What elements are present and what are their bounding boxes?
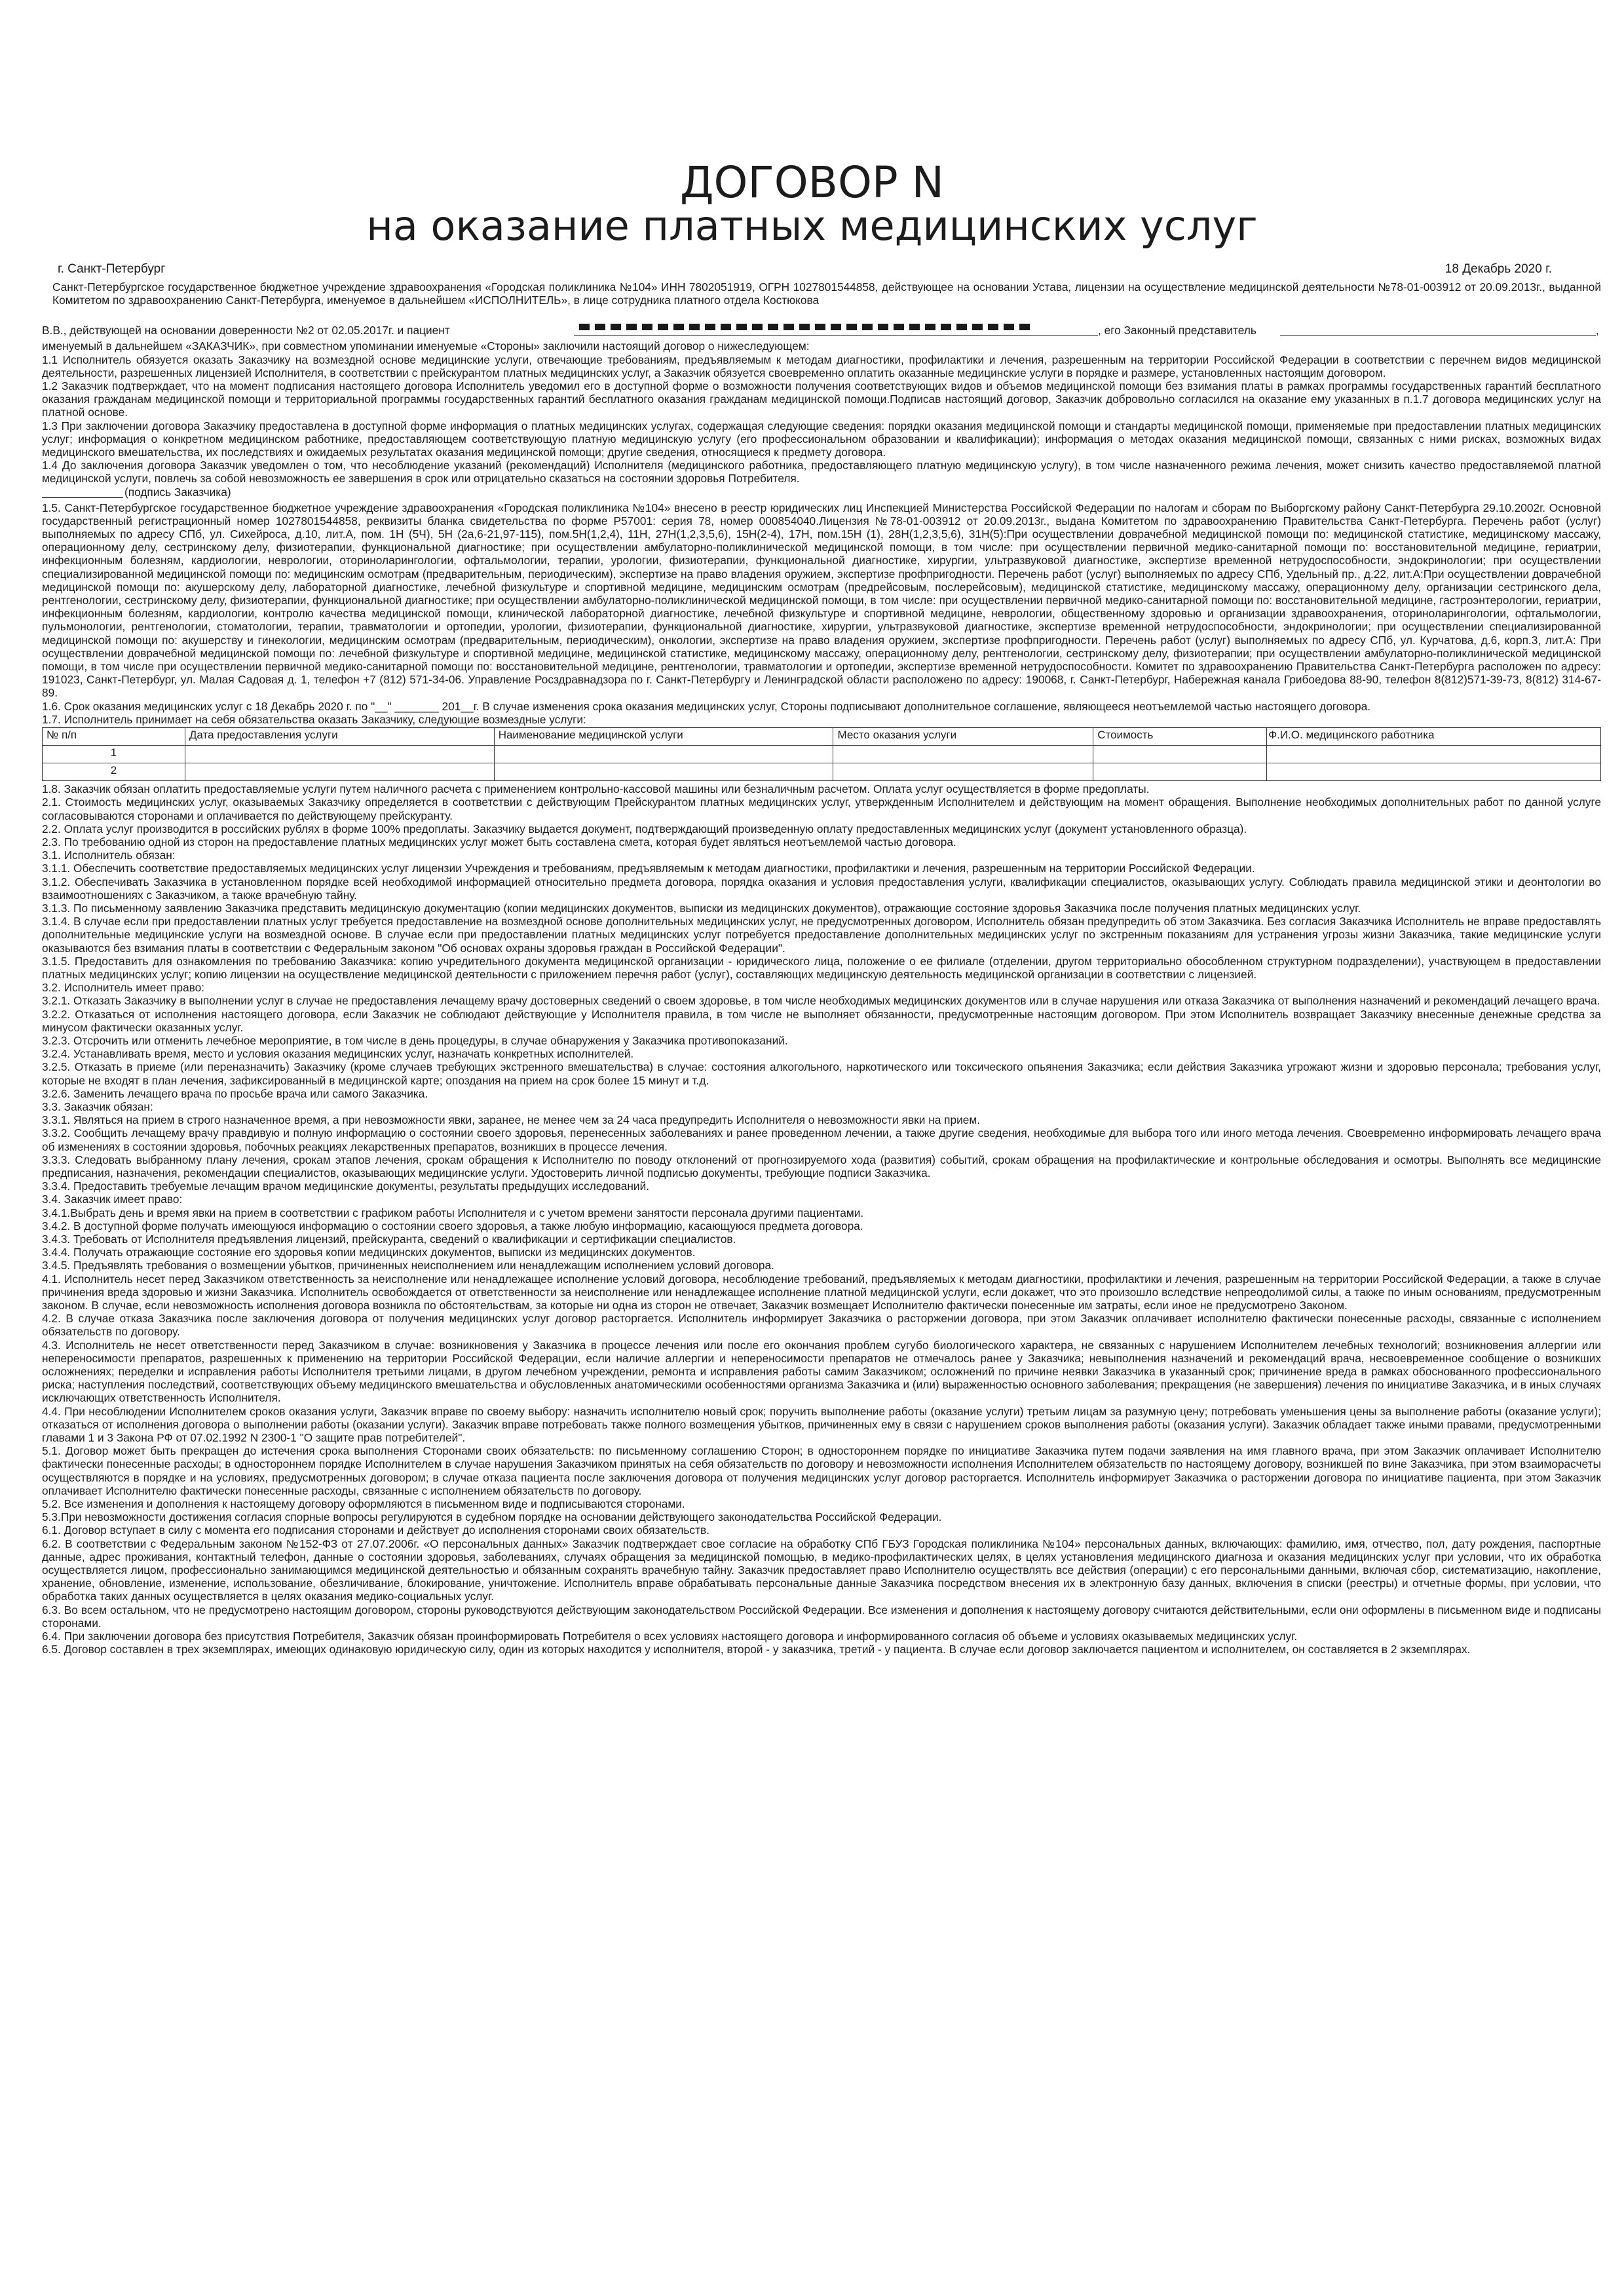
contract-paragraph: 3.3.2. Сообщить лечащему врачу правдивую и полную информацию о состоянии своего здоровья, перенесенных заболеваниях и ранее проведенном лечении, а также другие сведения, необходимые для выбора того или иного метода лечения. Своевременно информировать лечащего врача об изменениях в состоянии здоровья, побочных реакциях лекарственных препаратов, возникших в процессе лечения.	[42, 1126, 1601, 1153]
party-fill-text-b: , его Законный представитель	[1098, 324, 1256, 337]
table-header-cell: № п/п	[43, 728, 185, 746]
contract-paragraph: 4.2. В случае отказа Заказчика после заключения договора от получения медицинских услуг договор расторгается. Исполнитель информирует Заказчика о расторжении договора, при этом Заказчик оплачивает исполнителю фактически понесенные расходы, связанные с исполнением обязательств по договору.	[42, 1312, 1601, 1339]
contract-paragraph: 6.4. При заключении договора без присутствия Потребителя, Заказчик обязан проинформировать Потребителя о всех условиях настоящего договора и информированного согласия об объеме и условиях оказываемых медицинских услуг.	[42, 1630, 1298, 1643]
contract-paragraph: 3.4.4. Получать отражающие состояние его здоровья копии медицинских документов, выписки из медицинских документов.	[42, 1246, 696, 1259]
contract-paragraph: 6.1. Договор вступает в силу с момента его подписания сторонами и действует до исполнения сторонами своих обязательств.	[42, 1523, 709, 1537]
contract-paragraph: 1.5. Санкт-Петербургское государственное бюджетное учреждение здравоохранения «Городская поликлиника №104» внесено в реестр юридических лиц Инспекцией Министерства Российской Федерации по налогам и сборам по Выборгскому району Санкт-Петербурга 29.10.2002г. Основной государственный регистрационный номер 1027801544858, реквизиты бланка свидетельства по форме Р57001: серия 78, номер 000854040.Лицензия №78-01-003912 от 20.09.2013г., выдана Комитетом по здравоохранению Правительства Санкт-Петербурга. Перечень работ (услуг) выполняемых по адресу СПб, ул. Сихейроса, д.10, лит.А, пом. 1Н (5Ч), 5Н (2а,6-21,97-115), пом.5Н(1,2,4), 11Н, 27Н(1,2,3,5,6), 15Н(2-4), 17Н, пом.15Н (1), 28Н(1,2,3,5,6), 31Н(5):При осуществлении доврачебной медицинской помощи по: медицинской статистике, медицинскому массажу, операционному делу, сестринскому делу, физиотерапии, функциональной диагностике; при осуществлении амбулаторно-поликлинической медицинской помощи, в том числе: при осуществлении первичной медико-санитарной помощи по: восстановительной медицине, гериатрии, инфекционным болезням, кардиологии, неврологии, оториноларингологии, офтальмологии, терапии, урологии, физиотерапии, функциональной диагностике, хирургии, ультразвуковой диагностике, экспертизе временной нетрудоспособности, эндокринологии; при осуществлении специализированной медицинской помощи по: медицинским осмотрам (предварительным, периодическим), экспертизе на право владения оружием, экспертизе профпригодности. Перечень работ (услуг) выполняемых по адресу СПб, Удельный пр., д.22, лит.А:При осуществлении доврачебной медицинской помощи по: акушерскому делу, лабораторной диагностике, лечебной физкультуре и спортивной медицине, медицинским осмотрам (предрейсовым, послерейсовым), медицинской статистике, медицинскому массажу, операционному делу, организации сестринского дела, рентгенологии, сестринскому делу, физиотерапии, функциональной диагностике; при осуществлении амбулаторно-поликлинической медицинской помощи, в том числе: при осуществлении первичной медико-санитарной помощи по: восстановительной медицине, гастроэнтерологии, гериатрии, инфекционным болезням, кардиологии, контролю качества медицинской помощи, клинической лабораторной диагностике, лечебной физкультуре и спортивной медицине, неврологии, общественному здоровью и организации здравоохранения, оториноларингологии, офтальмологии, пульмонологии, рентгенологии, стоматологии, терапии, травматологии и ортопедии, урологии, физиотерапии, функциональной диагностике, хирургии, ультразвуковой диагностике, экспертизе временной нетрудоспособности, эндокринологии; при осуществлении специализированной медицинской помощи по: акушерству и гинекологии, медицинским осмотрам (предварительным, периодическим), онкологии, экспертизе на право владения оружием, экспертизе профпригодности. Перечень работ (услуг) выполняемых по адресу СПб, ул. Курчатова, д.6, корп.3, лит.А: При осуществлении доврачебной медицинской помощи по: лечебной физкультуре и спортивной медицине, медицинской статистике, медицинскому массажу, операционному делу, рентгенологии, сестринскому делу, физиотерапии; при осуществлении амбулаторно-поликлинической медицинской помощи, в том числе при осуществлении первичной медико-санитарной помощи по: восстановительной медицине, рентгенологии, травматологии и ортопедии, экспертизе временной нетрудоспособности. Комитет по здравоохранению Правительства Санкт-Петербурга расположен по адресу: 191023, Санкт-Петербург, ул. Малая Садовая д. 1, телефон +7 (812) 571-34-06. Управление Росздравнадзора по г. Санкт-Петербургу и Ленинградской области расположено по адресу: 190068, г. Санкт-Петербург, Набережная канала Грибоедова 88-90, телефон 8(812)571-39-73, 8(812) 314-67-89.	[42, 501, 1601, 700]
contract-paragraph: 1.7. Исполнитель принимает на себя обязательства оказать Заказчику, следующие возмездные услуги:	[42, 712, 586, 726]
party-fill-text-c: ,	[1596, 324, 1599, 337]
contract-paragraph: 3.2.4. Устанавливать время, место и условия оказания медицинских услуг, назначать конкретных исполнителей.	[42, 1047, 634, 1061]
document-subtitle: на оказание платных медицинских услуг	[366, 202, 1258, 250]
contract-paragraph: 2.3. По требованию одной из сторон на предоставление платных медицинских услуг может быть составлена смета, которая будет являться неотъемлемой частью договора.	[42, 835, 956, 849]
table-row	[43, 763, 1601, 781]
table-header-cell: Ф.И.О. медицинского работника	[1267, 728, 1601, 746]
redacted-patient-name	[579, 324, 1031, 330]
table-header-cell: Место оказания услуги	[833, 728, 1093, 746]
contract-paragraph: 1.6. Срок оказания медицинских услуг с 18 Декабрь 2020 г. по "__" _______ 201__г. В случае изменения срока оказания медицинских услуг, Стороны подписывают дополнительное соглашение, являющееся неотъемлемой частью настоящего договора.	[42, 699, 1371, 713]
section-1-part-a	[42, 353, 1601, 486]
contract-paragraph: 1.2 Заказчик подтверждает, что на момент подписания настоящего договора Исполнитель уведомил его в доступной форме о возможности получения соответствующих видов и объемов медицинской помощи без взимания платы в рамках программы государственных гарантий бесплатного оказания гражданам медицинской помощи и территориальной программы государственных гарантий бесплатного оказания гражданам медицинской помощи.Подписав настоящий договор, Заказчик добровольно согласился на оказание ему указанных в п.1.7 договора медицинских услуг на платной основе.	[42, 379, 1601, 419]
contract-paragraph: 3.4. Заказчик имеет право:	[42, 1193, 183, 1206]
contract-paragraph: 3.2.2. Отказаться от исполнения настоящего договора, если Заказчик не соблюдают действующие у Исполнителя правила, в том числе не выполняет обязанности, предусмотренные настоящим договором. При этом Исполнитель возвращает Заказчику внесенные денежные средства за минусом фактически оказанных услуг.	[42, 1007, 1601, 1034]
contract-paragraph: 1.8. Заказчик обязан оплатить предоставляемые услуги путем наличного расчета с применением контрольно-кассовой машины или безналичным расчетом. Оплата услуг осуществляется в форме предоплаты.	[42, 782, 1150, 796]
contract-paragraph: 3.1.1. Обеспечить соответствие предоставляемых медицинских услуг лицензии Учреждения и требованиям, предъявляемым к методам диагностики, профилактики и лечения, разрешенным на территории Российской Федерации.	[42, 862, 1255, 875]
contract-paragraph: 3.4.1.Выбрать день и время явки на прием в соответствии с графиком работы Исполнителя и с учетом времени занятости персонала другими пациентами.	[42, 1206, 864, 1219]
table-header-cell: Наименование медицинской услуги	[494, 728, 833, 746]
table-cell	[1093, 746, 1267, 763]
contract-paragraph: 3.4.3. Требовать от Исполнителя предъявления лицензий, прейскуранта, сведений о квалификации и сертификации специалистов.	[42, 1233, 736, 1246]
contract-paragraph: 3.2. Исполнитель имеет право:	[42, 981, 205, 995]
contract-paragraph: 1.1 Исполнитель обязуется оказать Заказчику на возмездной основе медицинские услуги, отвечающие требованиям, предъявляемым к методам диагностики, профилактики и лечения, разрешенным на территории Российской Федерации в соответствии с перечнем видов медицинской деятельности, разрешенных лицензией Исполнителя, в соответствии с прейскурантом платных медицинских услуг, а Заказчик обязуется своевременно оплатить оказанные медицинские услуги в порядке и размере, установленных настоящим договором.	[42, 353, 1601, 379]
contract-paragraph: 3.1.2. Обеспечивать Заказчика в установленном порядке всей необходимой информацией относительно предмета договора, порядка оказания и условия предоставления услуги, квалификации специалистов, оказывающих услугу. Соблюдать правила медицинской этики и деонтологии во взаимоотношениях с Заказчиком, а также врачебную тайну.	[42, 875, 1601, 902]
customer-signature-row	[42, 486, 1601, 501]
contract-paragraph: 3.3.3. Следовать выбранному плану лечения, срокам этапов лечения, срокам обращения к Исполнителю по поводу отклонений от прогнозируемого хода (развития) событий, срокам обращения на профилактические и контрольные обследования и осмотры. Выполнять все медицинские предписания, назначения, рекомендации специалистов, оказывающих медицинские услуги. Удостоверить личной подписью документы, требующие подписи Заказчика.	[42, 1153, 1601, 1179]
table-cell-number: 1	[43, 746, 185, 763]
contract-paragraph: 3.1. Исполнитель обязан:	[42, 849, 176, 862]
contract-paragraph: 3.3.1. Являться на прием в строго назначенное время, а при невозможности явки, заранее, не менее чем за 24 часа предупредить Исполнителя о невозможности явки на прием.	[42, 1113, 981, 1127]
table-cell	[833, 746, 1093, 763]
contract-paragraph: 3.1.3. По письменному заявлению Заказчика представить медицинскую документацию (копии медицинских документов, выписки из медицинских документов), отражающие состояние здоровья Заказчика после получения платных медицинских услуг.	[42, 901, 1361, 915]
contract-paragraph: 4.3. Исполнитель не несет ответственности перед Заказчиком в случае: возникновения у Заказчика в процессе лечения или после его окончания проблем сугубо биологического характера, не связанных с нарушением Исполнителем лечебных технологий; возникновения аллергии или непереносимости препаратов, разрешенных к применению на территории Российской Федерации, если наличие аллергии и непереносимости препаратов не отмечалось ранее у Заказчика; невыполнения назначений и рекомендаций врача, несвоевременное сообщение о возникших осложнениях; переделки и исправления работы Исполнителя третьими лицами, в другом лечебном учреждении, ремонта и исправления работы самим Заказчиком; осложнений по причине неявки Заказчика в указанный срок; причинение вреда в рамках обоснованного профессионального риска; наступления последствий, соответствующих объему медицинского вмешательства и обусловленных анатомическими особенностями организма Заказчика и (или) выраженностью основного заболевания; прекращения (не завершения) лечения по инициативе Заказчика, и в иных случаях исключающих ответственность Исполнителя.	[42, 1338, 1601, 1405]
table-cell-number: 2	[43, 763, 185, 781]
contract-paragraph: 3.2.5. Отказать в приеме (или переназначить) Заказчику (кроме случаев требующих экстренного вмешательства) в случае: состояния алкогольного, наркотического или токсического опьянения Заказчика; если действия Заказчика угрожают жизни и здоровью персонала; требования услуг, которые не входят в план лечения, зафиксированный в медицинской карте; опоздания на прием на срок более 15 минут и т.д.	[42, 1060, 1601, 1087]
contract-paragraph: 5.2. Все изменения и дополнения к настоящему договору оформляются в письменном виде и подписываются сторонами.	[42, 1497, 685, 1511]
contract-paragraph: 6.2. В соответствии с Федеральным законом №152-ФЗ от 27.07.2006г. «О персональных данных» Заказчик подтверждает свое согласие на обработку СПб ГБУЗ Городская поликлиника №104» персональных данных, включающих: фамилию, имя, отчество, пол, дату рождения, паспортные данные, адрес проживания, контактный телефон, данные о состоянии здоровья, заболеваниях, случаях обращения за медицинской помощью, в медико-профилактических целях, в целях установления медицинского диагноза и оказания медицинских услуг при условии, что их обработка осуществляется лицом, профессионально занимающимся медицинской деятельностью и обязанным сохранять врачебную тайну. Заказчик предоставляет право Исполнителю осуществлять все действия (операции) с его персональными данными, включая сбор, систематизацию, накопление, хранение, обновление, изменение, использование, обезличивание, блокирование, уничтожение. Исполнитель вправе обрабатывать персональные данные Заказчика посредством внесения их в электронную базу данных, включения в списки (реестры) и отчетные формы, при условии, что обработка таких данных осуществляется в целях оказания медико-социальных услуг.	[42, 1537, 1601, 1603]
contract-paragraph: 1.4 До заключения договора Заказчик уведомлен о том, что несоблюдение указаний (рекомендаций) Исполнителя (медицинского работника, предоставляющего платную медицинскую услугу), в том числе назначенного режима лечения, может снизить качество предоставляемой платной медицинской услуги, повлечь за собой невозможность ее завершения в срок или отрицательно сказаться на состоянии здоровья Потребителя.	[42, 459, 1601, 486]
contract-paragraph: 2.2. Оплата услуг производится в российских рублях в форме 100% предоплаты. Заказчику выдается документ, подтверждающий произведенную оплату предоставленных медицинских услуг (документ установленного образца).	[42, 822, 1247, 835]
services-table	[42, 727, 1601, 781]
table-cell	[185, 763, 494, 781]
customer-signature-caption: (подпись Заказчика)	[124, 485, 231, 499]
table-cell	[1267, 746, 1601, 763]
contract-paragraph: 3.2.1. Отказать Заказчику в выполнении услуг в случае не предоставления лечащему врачу достоверных сведений о своем здоровье, в том числе необходимых медицинских документов или в случае нарушения или отказа Заказчика от выполнения назначений и рекомендаций лечащего врача.	[42, 994, 1600, 1008]
contract-paragraph: 3.4.5. Предъявлять требования о возмещении убытков, причиненных неисполнением или ненадлежащим исполнением условий договора.	[42, 1259, 774, 1272]
contract-paragraph: 3.3.4. Предоставить требуемые лечащим врачом медицинские документы, результаты предыдущих исследований.	[42, 1179, 650, 1193]
contract-paragraph: 3.2.6. Заменить лечащего врача по просьбе врача или самого Заказчика.	[42, 1086, 428, 1100]
contract-paragraph: 4.1. Исполнитель несет перед Заказчиком ответственность за неисполнение или ненадлежащее исполнение условий договора, несоблюдение требований, предъявляемых к методам диагностики, профилактики и лечения, разрешенным на территории Российской Федерации, а также в случае причинения вреда здоровью и жизни Заказчика. Исполнитель освобождается от ответственности за неисполнение или ненадлежащее исполнение платной медицинской услуги, если докажет, что это произошло вследствие непреодолимой силы, а также по иным основаниям, предусмотренным законом. В случае, если невозможность исполнения договора возникла по обстоятельствам, за которые ни одна из сторон не отвечает, Заказчик возмещает Исполнителю фактически понесенные им затраты, если иное не предусмотрено Законом.	[42, 1272, 1601, 1312]
intro-paragraph: Санкт-Петербургское государственное бюджетное учреждение здравоохранения «Городская поликлиника №104» ИНН 7802051919, ОГРН 1027801544858, действующее на основании Устава, лицензии на осуществление медицинской деятельности №78-01-003912 от 20.09.2013г., выданной Комитетом по здравоохранению Санкт-Петербурга, именуемое в дальнейшем «ИСПОЛНИТЕЛЬ», в лице сотрудника платного отдела Костюкова	[52, 280, 1601, 307]
party-fill-text-a: В.В., действующей на основании доверенности №2 от 02.05.2017г. и пациент	[42, 324, 450, 337]
sections-2-to-6	[42, 782, 1601, 1656]
contract-paragraph: 3.3. Заказчик обязан:	[42, 1100, 153, 1113]
table-cell	[1267, 763, 1601, 781]
contract-paragraph: 3.1.4. В случае если при предоставлении платных услуг требуется предоставление на возмездной основе дополнительных медицинских услуг, не предусмотренных договором, Исполнитель обязан предупредить об этом Заказчика. Без согласия Заказчика Исполнитель не вправе предоставлять дополнительные медицинские услуги на возмездной основе. В случае если при предоставлении платных медицинских услуг потребуется предоставление дополнительных медицинских услуг по экстренным показаниям для устранения угрозы жизни Заказчика, такие медицинские услуги оказываются без взимания платы в соответствии с Федеральным законом "Об основах охраны здоровья граждан в Российской Федерации".	[42, 915, 1601, 955]
table-header-cell: Стоимость	[1093, 728, 1267, 746]
table-cell	[185, 746, 494, 763]
table-cell	[833, 763, 1093, 781]
table-cell	[494, 763, 833, 781]
representative-name-field	[1280, 324, 1596, 336]
contract-paragraph: 6.5. Договор составлен в трех экземплярах, имеющих одинаковую юридическую силу, один из которых находится у исполнителя, второй - у заказчика, третий - у пациента. В случае если договор заключается пациентом и исполнителем, он составляется в 2 экземплярах.	[42, 1643, 1471, 1656]
contract-date: 18 Декабрь 2020 г.	[1445, 262, 1552, 276]
intro-parties-paragraph: именуемый в дальнейшем «ЗАКАЗЧИК», при совместном упоминании именуемые «Стороны» заключили настоящий договор о нижеследующем:	[42, 339, 810, 353]
city-label: г. Санкт-Петербург	[58, 262, 166, 276]
contract-paragraph: 5.1. Договор может быть прекращен до истечения срока выполнения Сторонами своих обязательств: по письменному соглашению Сторон; в одностороннем порядке по инициативе Заказчика путем подачи заявления на имя главного врача, при этом Заказчик оплачивает Исполнителю фактически понесенные расходы; в одностороннем порядке Исполнителем в случае нарушения Заказчиком принятых на себя обязательств по договору и невозможности исполнения Исполнителем обязательств по настоящему договору, возникшей по вине Заказчика, при этом взаиморасчеты осуществляются в порядке и на условиях, предусмотренных договором; в случае отказа пациента после заключения договора от получения медицинских услуг договор расторгается. Исполнитель информирует Заказчика о расторжении договора по инициативе пациента, при этом Заказчик оплачивает Исполнителю фактически понесенные расходы, связанные с исполнением обязательств по договору.	[42, 1444, 1601, 1497]
contract-body	[42, 280, 1601, 1656]
table-row	[43, 746, 1601, 763]
services-table-header-row	[43, 728, 1601, 746]
contract-paragraph: 3.1.5. Предоставить для ознакомления по требованию Заказчика: копию учредительного документа медицинской организации - юридического лица, положение о ее филиале (отделении, другом территориально обособленном структурном подразделении), участвующем в предоставлении платных медицинских услуг; копию лицензии на осуществление медицинской деятельности с приложением перечня работ (услуг), составляющих медицинскую деятельность медицинской организации в соответствии с лицензией.	[42, 954, 1601, 981]
section-1-part-b	[42, 501, 1601, 726]
party-fill-row	[42, 324, 1601, 339]
document-title: ДОГОВОР N	[679, 157, 945, 208]
table-cell	[494, 746, 833, 763]
contract-paragraph: 3.4.2. В доступной форме получать имеющуюся информацию о состоянии своего здоровья, а также любую информацию, касающуюся предмета договора.	[42, 1219, 863, 1233]
contract-paragraph: 1.3 При заключении договора Заказчику предоставлена в доступной форме информация о платных медицинских услугах, содержащая следующие сведения: порядки оказания медицинской помощи и стандарты медицинской помощи, применяемые при предоставлении платных медицинских услуг; информация о конкретном медицинском работнике, предоставляющем соответствующую платную медицинскую услугу (его профессиональном образовании и квалификации); информация о методах оказания медицинской помощи, связанных с ними рисках, возможных видах медицинского вмешательства, их последствиях и ожидаемых результатах оказания медицинской помощи; другие сведения, относящиеся к предмету договора.	[42, 419, 1601, 459]
table-header-cell: Дата предоставления услуги	[185, 728, 494, 746]
table-cell	[1093, 763, 1267, 781]
contract-paragraph: 2.1. Стоимость медицинских услуг, оказываемых Заказчику определяется в соответствии с действующим Прейскурантом платных медицинских услуг, утвержденным Исполнителем и действующим на момент обращения. Выполнение необходимых дополнительных работ по данной услуге согласовываются сторонами и оплачивается по действующему прейскуранту.	[42, 795, 1601, 822]
contract-paragraph: 5.3.При невозможности достижения согласия спорные вопросы регулируются в судебном порядке на основании действующего законодательства Российской Федерации.	[42, 1510, 942, 1524]
contract-paragraph: 4.4. При несоблюдении Исполнителем сроков оказания услуги, Заказчик вправе по своему выбору: назначить исполнителю новый срок; поручить выполнение работы (оказание услуги) третьим лицам за разумную цену; потребовать уменьшения цены за выполнение работы (оказание услуги); отказаться от исполнения договора о выполнении работы (оказании услуги). Заказчик вправе потребовать также полного возмещения убытков, причиненных ему в связи с нарушением сроков выполнения работы (оказания услуги). Заказчик обладает также иными правами, предусмотренными главами 1 и 3 Закона РФ от 07.02.1992 N 2300-1 "О защите прав потребителей".	[42, 1404, 1601, 1445]
contract-paragraph: 6.3. Во всем остальном, что не предусмотрено настоящим договором, стороны руководствуются действующим законодательством Российской Федерации. Все изменения и дополнения к настоящему договору считаются действительными, если они оформлены в письменном виде и подписаны сторонами.	[42, 1603, 1601, 1630]
customer-signature-field	[42, 486, 123, 498]
contract-paragraph: 3.2.3. Отсрочить или отменить лечебное мероприятие, в том числе в день процедуры, в случае обнаружения у Заказчика противопоказаний.	[42, 1033, 788, 1047]
